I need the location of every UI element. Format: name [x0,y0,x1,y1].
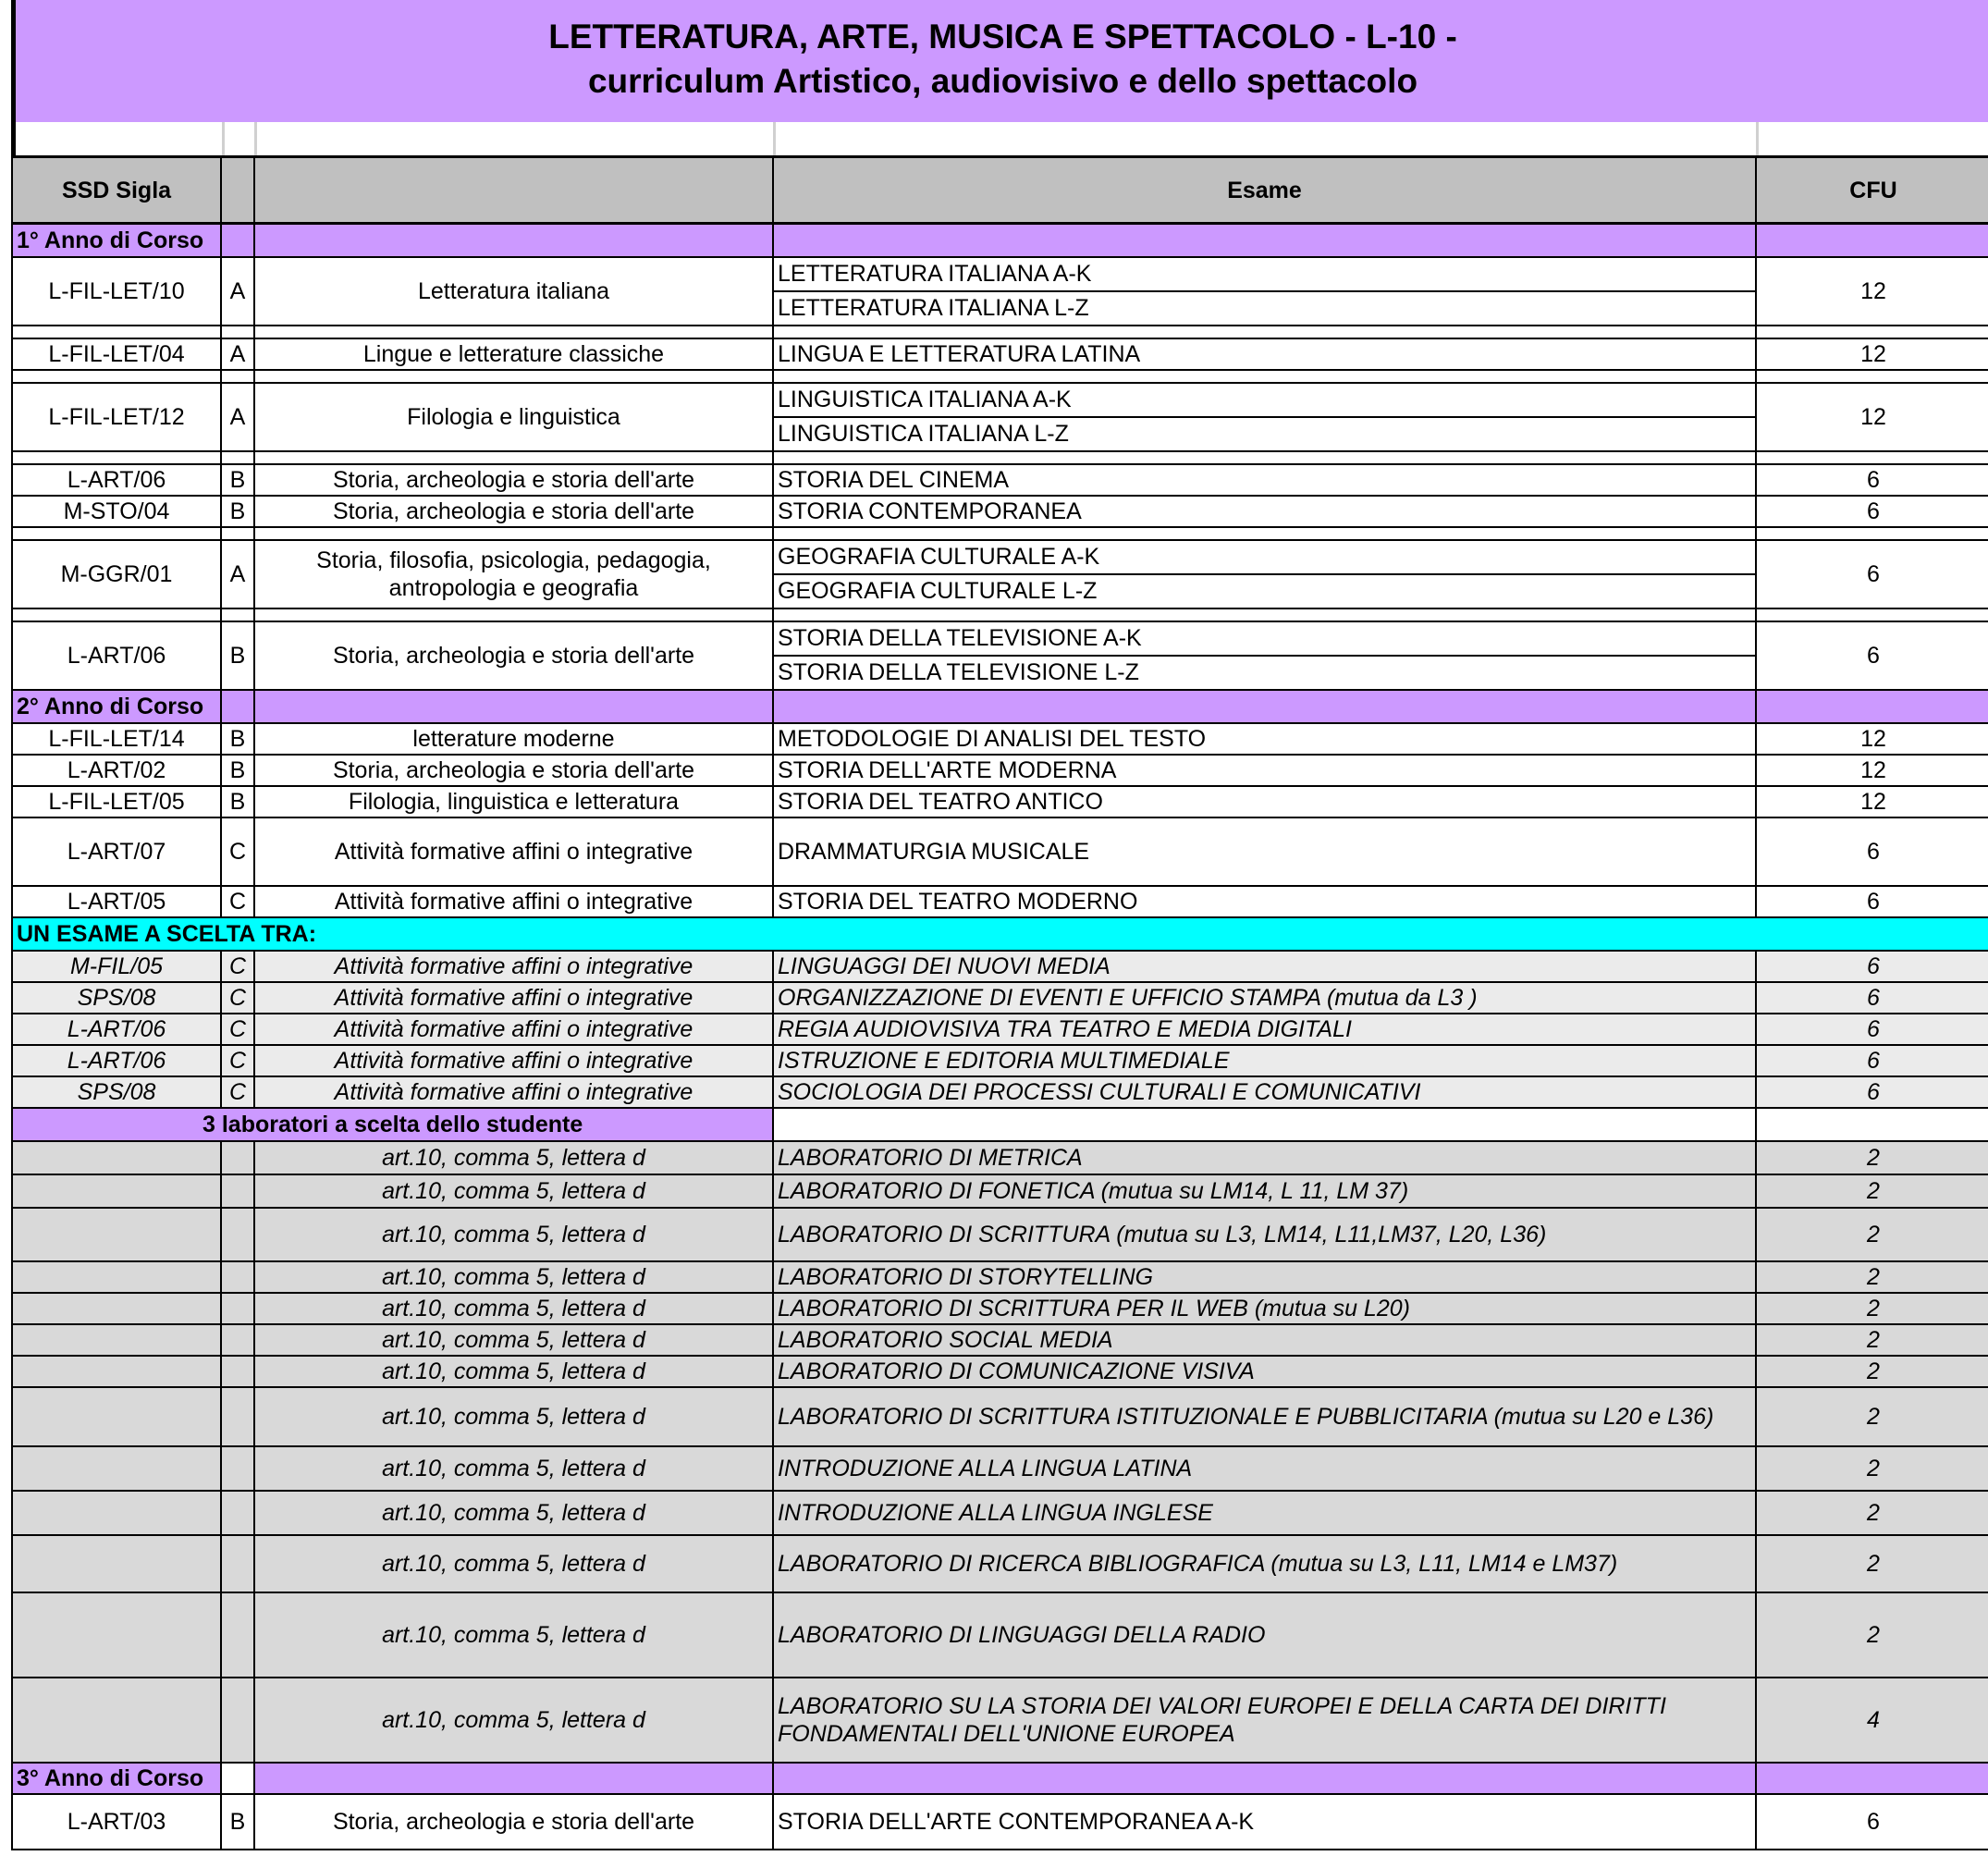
cfu-cell: 2 [1756,1261,1988,1293]
area-cell: Storia, archeologia e storia dell'arte [254,621,773,690]
exam-cell: LABORATORIO DI STORYTELLING [773,1261,1756,1293]
section-title-labs: 3 laboratori a scelta dello studente [12,1108,773,1141]
exam-option: LINGUISTICA ITALIANA A-K [774,384,1755,418]
title-band [11,0,1988,122]
cfu-cell: 6 [1756,464,1988,496]
type-cell: B [221,496,254,527]
cfu-cell: 6 [1756,1076,1988,1108]
section-year2 [12,690,1988,723]
page-title: LETTERATURA, ARTE, MUSICA E SPETTACOLO - L-10 - [548,18,1457,55]
exam-cell: METODOLOGIE DI ANALISI DEL TESTO [773,723,1756,755]
area-cell: letterature moderne [254,723,773,755]
exam-cell: LABORATORIO DI METRICA [773,1141,1756,1174]
area-cell: art.10, comma 5, lettera d [254,1324,773,1356]
section-title-year3: 3° Anno di Corso [12,1763,221,1794]
cfu-cell: 4 [1756,1678,1988,1763]
cfu-cell: 2 [1756,1535,1988,1592]
type-cell: A [221,338,254,370]
ssd-cell: SPS/08 [12,982,221,1014]
ssd-cell: L-FIL-LET/05 [12,786,221,817]
cfu-cell: 6 [1756,1794,1988,1850]
area-cell: art.10, comma 5, lettera d [254,1387,773,1446]
table-row [12,1446,1988,1491]
type-cell: C [221,951,254,982]
area-cell: Storia, archeologia e storia dell'arte [254,496,773,527]
section-labs [12,1108,1988,1141]
area-cell: art.10, comma 5, lettera d [254,1678,773,1763]
section-title-year1: 1° Anno di Corso [12,224,221,257]
area-cell: Storia, archeologia e storia dell'arte [254,464,773,496]
exam-option: LINGUISTICA ITALIANA L-Z [778,420,1069,447]
type-cell: A [221,383,254,451]
exam-cell: ORGANIZZAZIONE DI EVENTI E UFFICIO STAMPA (mutua da L3 ) [773,982,1756,1014]
header-ssd: SSD Sigla [12,157,221,224]
spacer-row [12,527,1988,540]
spacer-row [12,326,1988,338]
area-cell: Storia, archeologia e storia dell'arte [254,1794,773,1850]
area-cell: Attività formative affini o integrative [254,951,773,982]
page-subtitle: curriculum Artistico, audiovisivo e dello spettacolo [587,62,1418,100]
exam-cell: LINGUA E LETTERATURA LATINA [773,338,1756,370]
cfu-cell: 2 [1756,1387,1988,1446]
exam-cell: LABORATORIO DI SCRITTURA ISTITUZIONALE E PUBBLICITARIA (mutua su L20 e L36) [773,1387,1756,1446]
ssd-cell: L-ART/02 [12,755,221,786]
exam-option: STORIA DELLA TELEVISIONE A-K [774,622,1755,657]
exam-cell: LABORATORIO DI SCRITTURA (mutua su L3, LM14, L11,LM37, L20, L36) [773,1208,1756,1261]
area-cell: Filologia, linguistica e letteratura [254,786,773,817]
exam-cell [773,540,1756,608]
exam-cell: STORIA DELL'ARTE CONTEMPORANEA A-K [773,1794,1756,1850]
type-cell: B [221,464,254,496]
table-row [12,1324,1988,1356]
area-cell: Lingue e letterature classiche [254,338,773,370]
ssd-cell: L-ART/03 [12,1794,221,1850]
table-row [12,540,1988,608]
table-row [12,982,1988,1014]
table-row [12,817,1988,886]
type-cell: B [221,786,254,817]
table-row [12,1076,1988,1108]
exam-cell: LABORATORIO DI LINGUAGGI DELLA RADIO [773,1592,1756,1678]
area-cell: art.10, comma 5, lettera d [254,1293,773,1324]
cfu-cell: 2 [1756,1446,1988,1491]
cfu-cell: 2 [1756,1141,1988,1174]
cfu-cell: 6 [1756,817,1988,886]
ssd-cell: L-ART/07 [12,817,221,886]
exam-cell: LABORATORIO DI COMUNICAZIONE VISIVA [773,1356,1756,1387]
cfu-cell: 6 [1756,982,1988,1014]
spacer-row [12,451,1988,464]
cfu-cell: 12 [1756,338,1988,370]
exam-cell: STORIA DEL CINEMA [773,464,1756,496]
ssd-cell: L-ART/06 [12,464,221,496]
exam-cell [773,621,1756,690]
table-row [12,786,1988,817]
area-cell: Storia, archeologia e storia dell'arte [254,755,773,786]
table-row [12,1794,1988,1850]
type-cell: C [221,886,254,917]
table-row [12,1045,1988,1076]
type-cell: A [221,257,254,326]
area-cell: art.10, comma 5, lettera d [254,1208,773,1261]
cfu-cell: 6 [1756,621,1988,690]
table-row [12,338,1988,370]
section-choice [12,917,1988,951]
exam-cell: INTRODUZIONE ALLA LINGUA INGLESE [773,1491,1756,1535]
table-row [12,886,1988,917]
cfu-cell: 6 [1756,540,1988,608]
area-cell: art.10, comma 5, lettera d [254,1174,773,1208]
exam-cell [773,257,1756,326]
area-cell: Filologia e linguistica [254,383,773,451]
table-row [12,1014,1988,1045]
area-cell: Attività formative affini o integrative [254,1014,773,1045]
table-header [12,157,1988,224]
table-row [12,496,1988,527]
cfu-cell: 2 [1756,1293,1988,1324]
spacer-row [12,608,1988,621]
exam-cell: STORIA DEL TEATRO ANTICO [773,786,1756,817]
exam-cell: STORIA DELL'ARTE MODERNA [773,755,1756,786]
type-cell: A [221,540,254,608]
area-cell: art.10, comma 5, lettera d [254,1356,773,1387]
header-exam: Esame [773,157,1756,224]
ssd-cell: L-FIL-LET/12 [12,383,221,451]
exam-cell: REGIA AUDIOVISIVA TRA TEATRO E MEDIA DIGITALI [773,1014,1756,1045]
type-cell: C [221,1045,254,1076]
type-cell: C [221,1014,254,1045]
section-year1 [12,224,1988,257]
ssd-cell: L-ART/06 [12,621,221,690]
exam-cell: LABORATORIO SOCIAL MEDIA [773,1324,1756,1356]
ssd-cell: L-ART/06 [12,1045,221,1076]
cfu-cell: 6 [1756,1045,1988,1076]
cfu-cell: 12 [1756,383,1988,451]
area-cell: art.10, comma 5, lettera d [254,1141,773,1174]
table-row [12,1261,1988,1293]
type-cell: C [221,817,254,886]
table-row [12,1678,1988,1763]
exam-cell: LABORATORIO DI SCRITTURA PER IL WEB (mutua su L20) [773,1293,1756,1324]
cfu-cell: 12 [1756,723,1988,755]
area-cell: Attività formative affini o integrative [254,886,773,917]
cfu-cell: 6 [1756,951,1988,982]
table-row [12,1174,1988,1208]
exam-cell: SOCIOLOGIA DEI PROCESSI CULTURALI E COMUNICATIVI [773,1076,1756,1108]
exam-cell: LABORATORIO DI FONETICA (mutua su LM14, L 11, LM 37) [773,1174,1756,1208]
table-row [12,1208,1988,1261]
spacer-row [12,370,1988,383]
area-cell: art.10, comma 5, lettera d [254,1446,773,1491]
table-row [12,951,1988,982]
cfu-cell: 2 [1756,1324,1988,1356]
table-row [12,464,1988,496]
exam-cell [773,383,1756,451]
ssd-cell: L-ART/05 [12,886,221,917]
type-cell: B [221,723,254,755]
type-cell: C [221,1076,254,1108]
ssd-cell: L-FIL-LET/04 [12,338,221,370]
exam-cell: LABORATORIO DI RICERCA BIBLIOGRAFICA (mutua su L3, L11, LM14 e LM37) [773,1535,1756,1592]
exam-option: LETTERATURA ITALIANA L-Z [778,294,1089,321]
exam-cell: ISTRUZIONE E EDITORIA MULTIMEDIALE [773,1045,1756,1076]
cfu-cell: 6 [1756,886,1988,917]
area-cell: Attività formative affini o integrative [254,1076,773,1108]
cfu-cell: 12 [1756,786,1988,817]
cfu-cell: 12 [1756,755,1988,786]
exam-cell: STORIA CONTEMPORANEA [773,496,1756,527]
exam-cell: LABORATORIO SU LA STORIA DEI VALORI EUROPEI E DELLA CARTA DEI DIRITTI FONDAMENTALI DELL'UNIONE EUROPEA [773,1678,1756,1763]
area-cell: art.10, comma 5, lettera d [254,1592,773,1678]
table-row [12,1535,1988,1592]
cfu-cell: 2 [1756,1208,1988,1261]
area-cell: Storia, filosofia, psicologia, pedagogia, antropologia e geografia [254,540,773,608]
table-row [12,257,1988,326]
area-cell: Letteratura italiana [254,257,773,326]
area-cell: art.10, comma 5, lettera d [254,1535,773,1592]
exam-option: GEOGRAFIA CULTURALE L-Z [778,577,1098,604]
type-cell: B [221,755,254,786]
cfu-cell: 6 [1756,496,1988,527]
ssd-cell: L-ART/06 [12,1014,221,1045]
exam-cell: STORIA DEL TEATRO MODERNO [773,886,1756,917]
area-cell: Attività formative affini o integrative [254,982,773,1014]
table-row [12,1293,1988,1324]
section-title-choice: UN ESAME A SCELTA TRA: [12,917,1988,951]
type-cell: B [221,621,254,690]
table-row [12,1356,1988,1387]
cfu-cell: 2 [1756,1491,1988,1535]
table-row [12,1141,1988,1174]
table-row [12,755,1988,786]
table-row [12,1387,1988,1446]
area-cell: Attività formative affini o integrative [254,817,773,886]
exam-option: GEOGRAFIA CULTURALE A-K [774,541,1755,575]
ssd-cell: L-FIL-LET/14 [12,723,221,755]
section-year3 [12,1763,1988,1794]
area-cell: art.10, comma 5, lettera d [254,1261,773,1293]
cfu-cell: 2 [1756,1592,1988,1678]
curriculum-table [11,155,1988,1850]
cfu-cell: 12 [1756,257,1988,326]
table-row [12,1491,1988,1535]
exam-cell: INTRODUZIONE ALLA LINGUA LATINA [773,1446,1756,1491]
cfu-cell: 6 [1756,1014,1988,1045]
table-row [12,723,1988,755]
ssd-cell: M-STO/04 [12,496,221,527]
ssd-cell: M-GGR/01 [12,540,221,608]
area-cell: Attività formative affini o integrative [254,1045,773,1076]
exam-cell: DRAMMATURGIA MUSICALE [773,817,1756,886]
table-row [12,1592,1988,1678]
exam-cell: LINGUAGGI DEI NUOVI MEDIA [773,951,1756,982]
table-row [12,621,1988,690]
ssd-cell: SPS/08 [12,1076,221,1108]
ssd-cell: L-FIL-LET/10 [12,257,221,326]
section-title-year2: 2° Anno di Corso [12,690,221,723]
type-cell: C [221,982,254,1014]
area-cell: art.10, comma 5, lettera d [254,1491,773,1535]
table-row [12,383,1988,451]
cfu-cell: 2 [1756,1174,1988,1208]
exam-option: STORIA DELLA TELEVISIONE L-Z [778,658,1139,685]
cfu-cell: 2 [1756,1356,1988,1387]
exam-option: LETTERATURA ITALIANA A-K [774,258,1755,292]
header-cfu: CFU [1756,157,1988,224]
ssd-cell: M-FIL/05 [12,951,221,982]
type-cell: B [221,1794,254,1850]
spacer-row [11,122,1988,155]
